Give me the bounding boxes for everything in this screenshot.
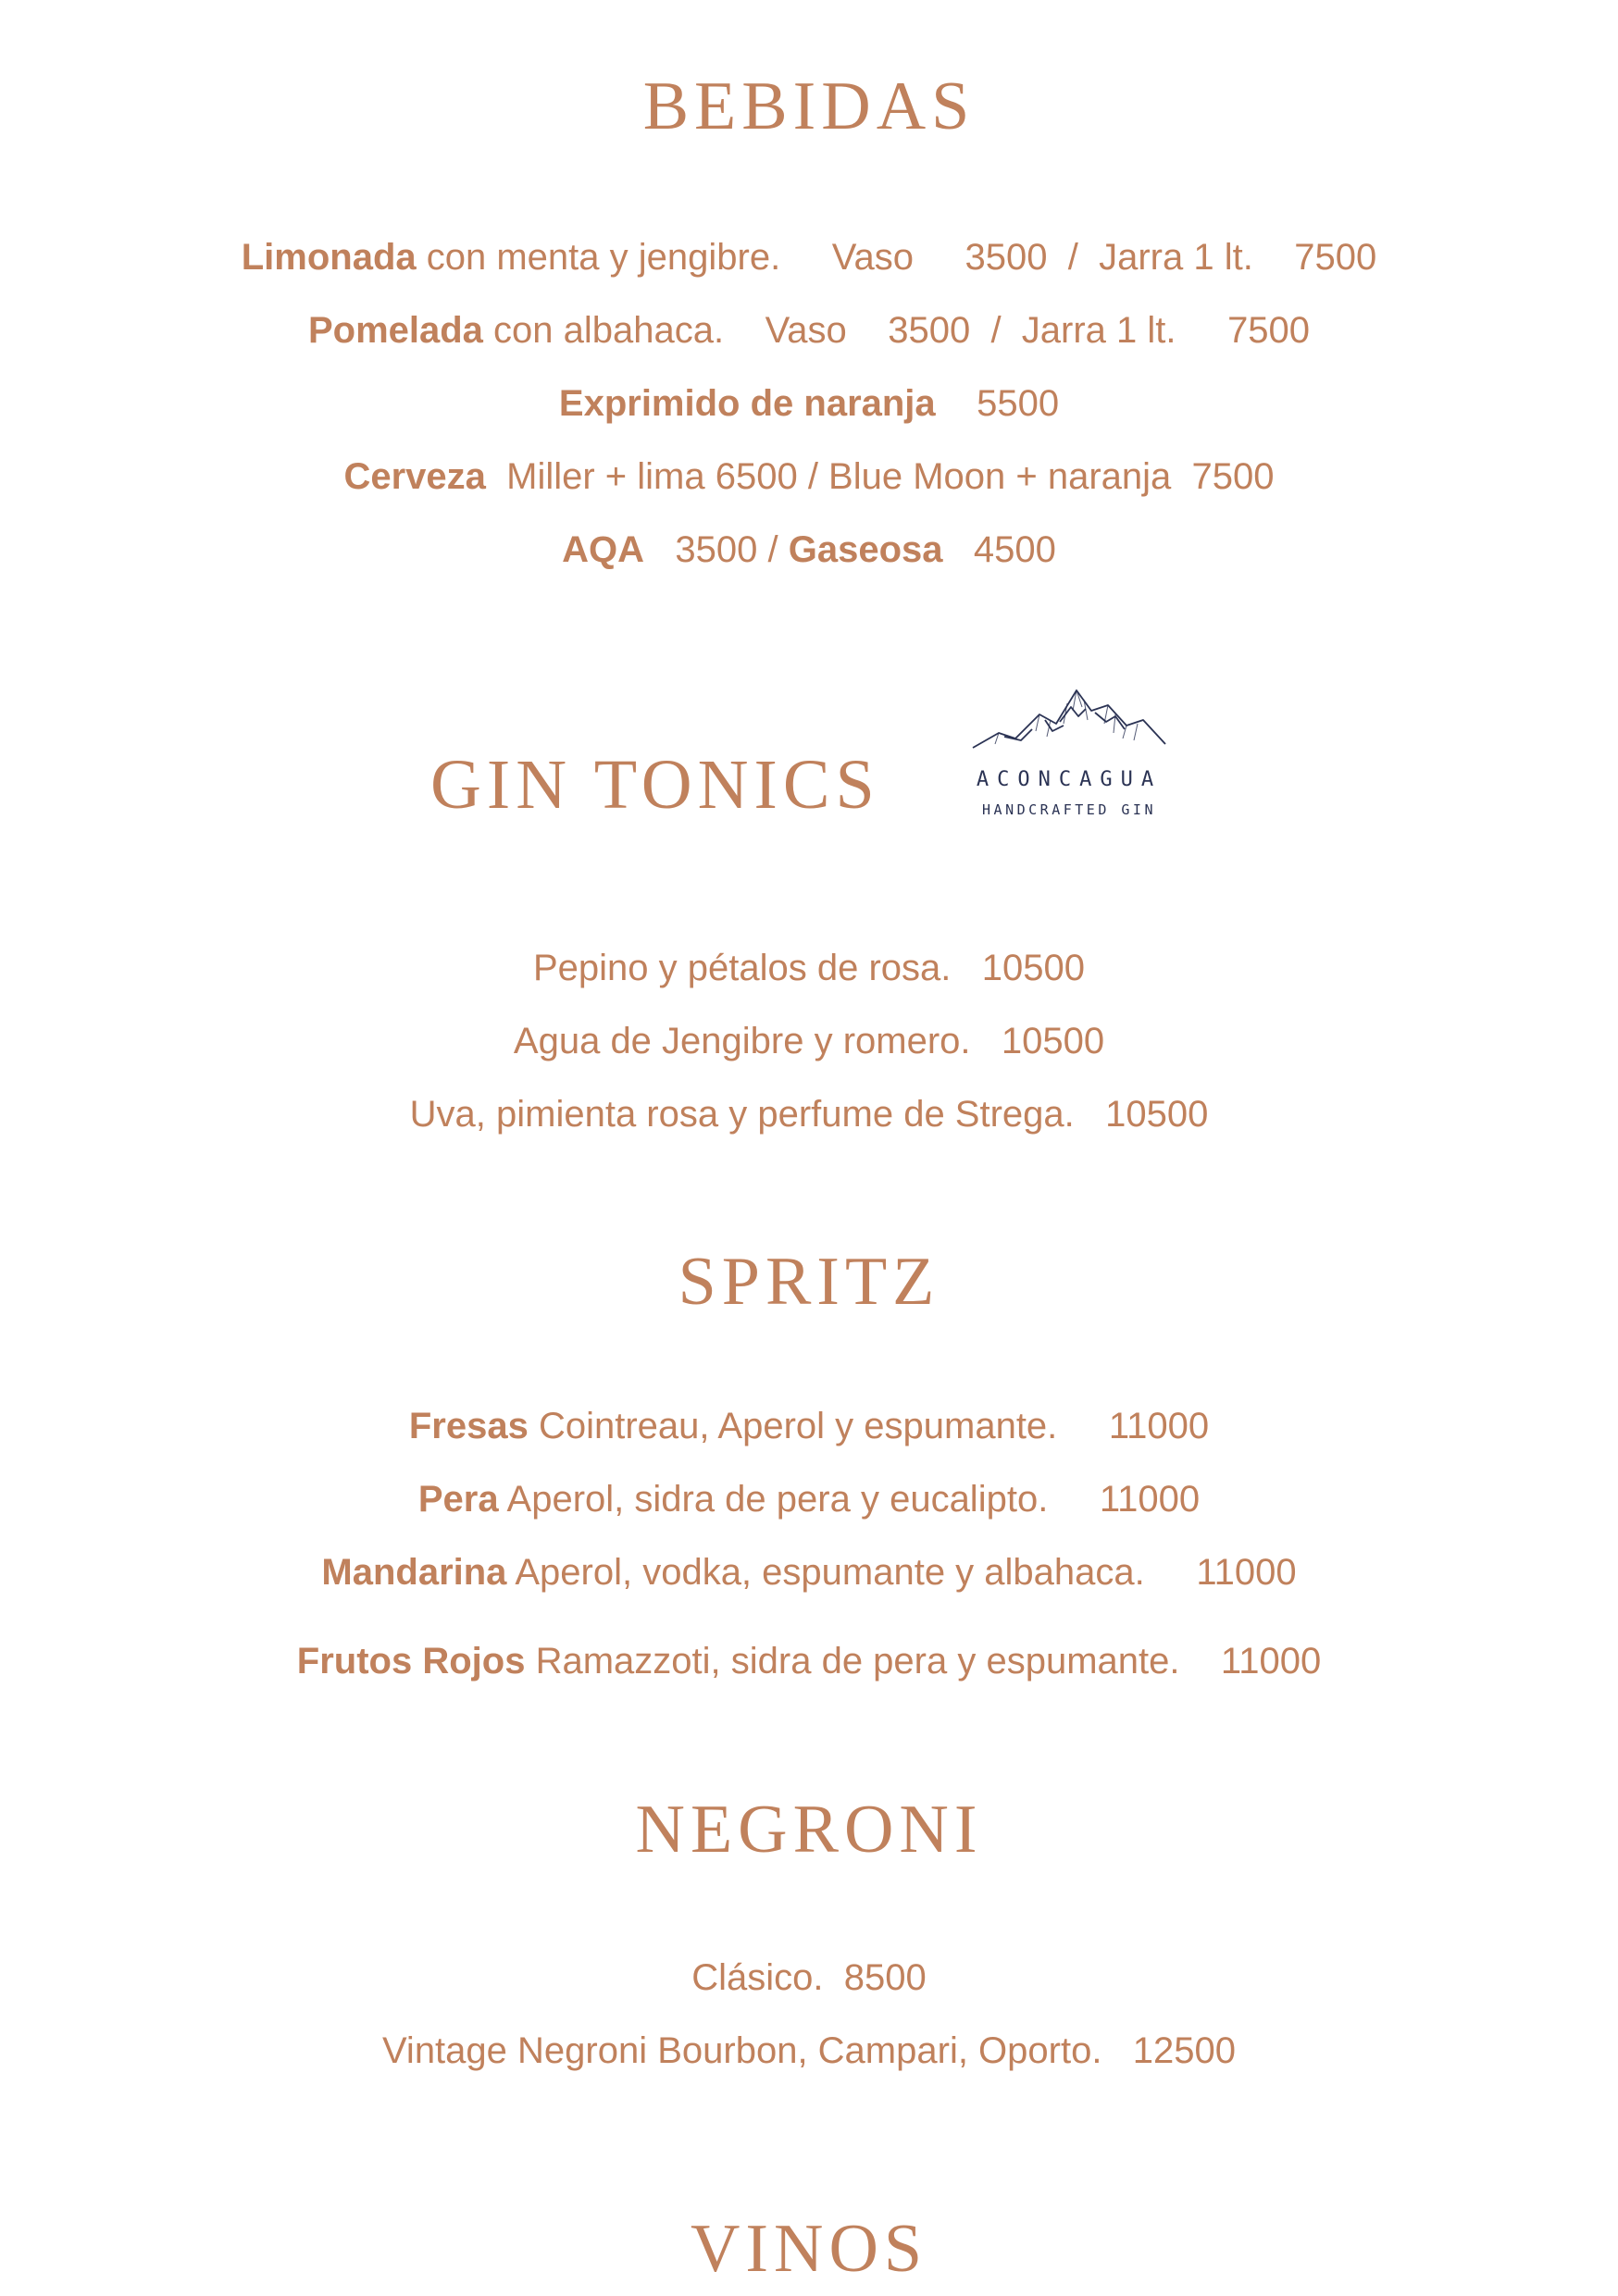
menu-item-gin-jengibre: Agua de Jengibre y romero. 10500: [513, 1021, 1105, 1061]
item-description: con menta y jengibre. Vaso 3500 / Jarra 1 lt. 7500: [416, 237, 1377, 278]
item-name: Gaseosa: [788, 529, 943, 570]
item-description: Aperol, sidra de pera y eucalipto. 11000: [498, 1479, 1201, 1520]
item-name: Pera: [417, 1479, 499, 1520]
item-name: Exprimido de naranja: [558, 383, 936, 424]
item-description: con albahaca. Vaso 3500 / Jarra 1 lt. 7500: [482, 310, 1311, 351]
menu-item-pera: [0, 1481, 1618, 1518]
section-title-negroni: NEGRONI: [635, 1792, 983, 1868]
item-description: Ramazzoti, sidra de pera y espumante. 11000: [525, 1641, 1322, 1682]
aconcagua-logo: [967, 683, 1171, 831]
item-description: Aperol, vodka, espumante y albahaca. 11000: [506, 1552, 1297, 1593]
menu-item-gin-pepino: Pepino y pétalos de rosa. 10500: [533, 948, 1085, 988]
item-name: Cerveza: [343, 456, 486, 497]
item-name: Mandarina: [321, 1552, 507, 1593]
item-name: Fresas: [408, 1406, 529, 1446]
section-title-bebidas: BEBIDAS: [642, 68, 976, 144]
brand-subtitle: HANDCRAFTED GIN: [982, 801, 1156, 818]
menu-item-negroni-clasico: Clásico. 8500: [691, 1957, 927, 1998]
menu-item-negroni-vintage: Vintage Negroni Bourbon, Campari, Oporto. 12500: [381, 2030, 1237, 2071]
section-title-gin-tonics: GIN TONICS: [430, 746, 880, 824]
item-name: Pomelada: [307, 310, 483, 351]
item-price: 3500 /: [644, 529, 789, 570]
menu-item-cerveza: [0, 458, 1618, 495]
menu-item-fresas: [0, 1408, 1618, 1445]
item-name: Limonada: [241, 237, 417, 278]
menu-item-pomelada: [0, 312, 1618, 349]
item-name: AQA: [562, 529, 645, 570]
item-description: Miller + lima 6500 / Blue Moon + naranja 7500: [485, 456, 1275, 497]
section-title-vinos: VINOS: [690, 2211, 928, 2287]
item-name: Frutos Rojos: [296, 1641, 526, 1682]
item-price: 5500: [935, 383, 1060, 424]
menu-item-mandarina: [0, 1554, 1618, 1591]
menu-item-exprimido: [0, 385, 1618, 422]
item-price: 4500: [942, 529, 1056, 570]
menu-item-aqa-gaseosa: [0, 531, 1618, 568]
item-description: Cointreau, Aperol y espumante. 11000: [528, 1406, 1210, 1446]
menu-item-frutos-rojos: [0, 1643, 1618, 1680]
menu-item-gin-uva: Uva, pimienta rosa y perfume de Strega. 10500: [409, 1094, 1209, 1135]
brand-name: ACONCAGUA: [976, 768, 1163, 791]
menu-item-limonada: [0, 239, 1618, 276]
section-title-spritz: SPRITZ: [678, 1244, 940, 1320]
mountain-icon: [967, 683, 1171, 766]
